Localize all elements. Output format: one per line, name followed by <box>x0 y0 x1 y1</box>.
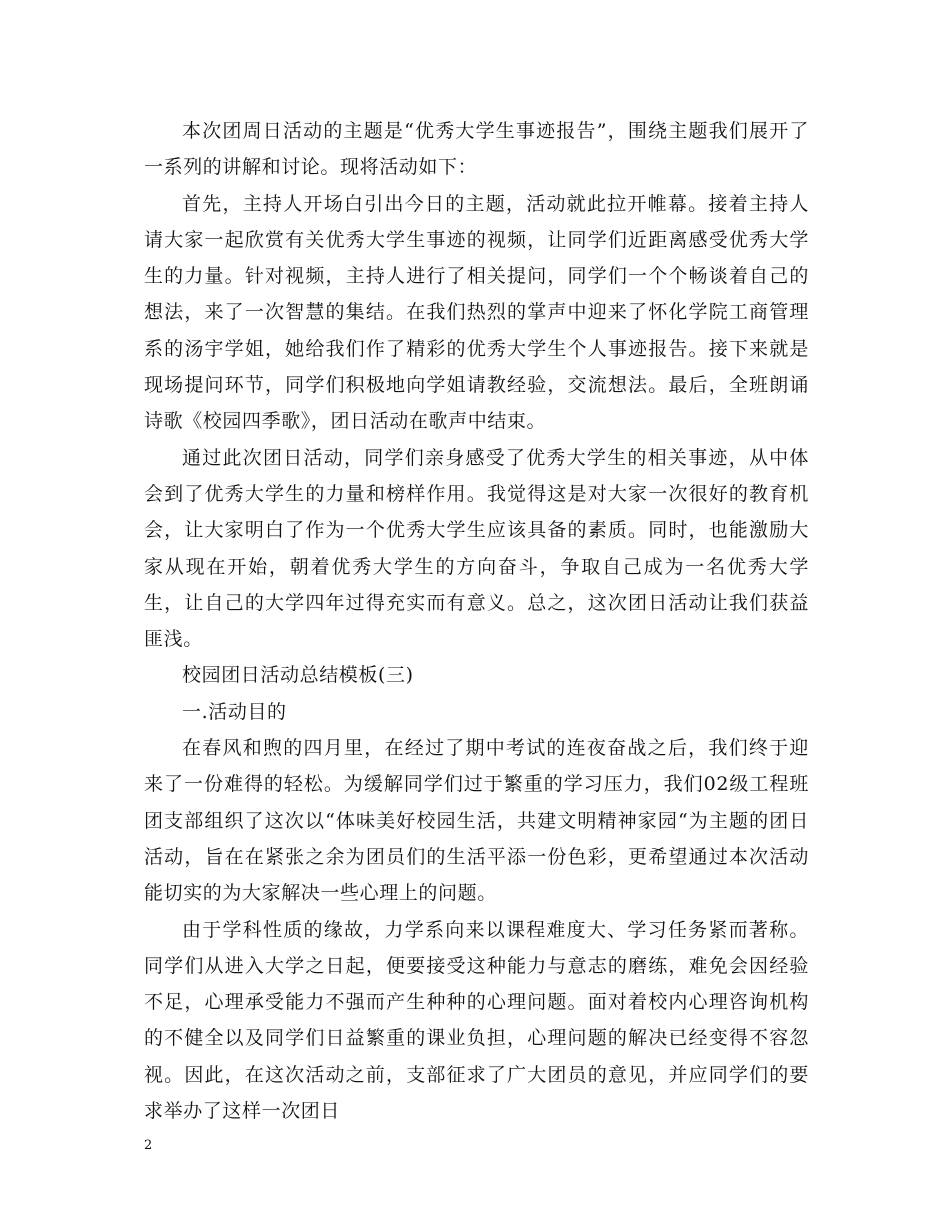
subsection-heading: 一.活动目的 <box>182 700 287 723</box>
section-heading: 校园团日活动总结模板(三) <box>182 664 414 687</box>
page-number: 2 <box>144 1138 153 1153</box>
paragraph-purpose: 在春风和煦的四月里，在经过了期中考试的连夜奋战之后，我们终于迎来了一份难得的轻松。为缓解同学们过于繁重的学习压力，我们02级工程班团支部组织了这次以“体味美好校园生活，共建文明精神家园“为主题的团日活动，旨在在紧张之余为团员们的生活平添一份色彩，更希望通过本次活动能切实的为大家解决一些心理上的问题。 <box>144 737 809 905</box>
paragraph-reflection: 通过此次团日活动，同学们亲身感受了优秀大学生的相关事迹，从中体会到了优秀大学生的力量和榜样作用。我觉得这是对大家一次很好的教育机会，让大家明白了作为一个优秀大学生应该具备的素质。同时，也能激励大家从现在开始，朝着优秀大学生的方向奋斗，争取自己成为一名优秀大学生，让自己的大学四年过得充实而有意义。总之，这次团日活动让我们获益匪浅。 <box>144 446 809 651</box>
paragraph-background: 由于学科性质的缘故，力学系向来以课程难度大、学习任务紧而著称。同学们从进入大学之日起，便要接受这种能力与意志的磨练，难免会因经验不足，心理承受能力不强而产生种种的心理问题。面对着校内心理咨询机构的不健全以及同学们日益繁重的课业负担，心理问题的解决已经变得不容忽视。因此，在这次活动之前，支部征求了广大团员的意见，并应同学们的要求举办了这样一次团日 <box>144 918 809 1123</box>
document-body <box>144 113 809 1129</box>
paragraph-theme-intro: 本次团周日活动的主题是“优秀大学生事迹报告”，围绕主题我们展开了一系列的讲解和讨论。现将活动如下： <box>144 120 809 179</box>
paragraph-activity-process: 首先，主持人开场白引出今日的主题，活动就此拉开帷幕。接着主持人请大家一起欣赏有关优秀大学生事迹的视频，让同学们近距离感受优秀大学生的力量。针对视频，主持人进行了相关提问，同学们一个个畅谈着自己的想法，来了一次智慧的集结。在我们热烈的掌声中迎来了怀化学院工商管理系的汤宇学姐，她给我们作了精彩的优秀大学生个人事迹报告。接下来就是现场提问环节，同学们积极地向学姐请教经验，交流想法。最后，全班朗诵诗歌《校园四季歌》，团日活动在歌声中结束。 <box>144 192 809 433</box>
